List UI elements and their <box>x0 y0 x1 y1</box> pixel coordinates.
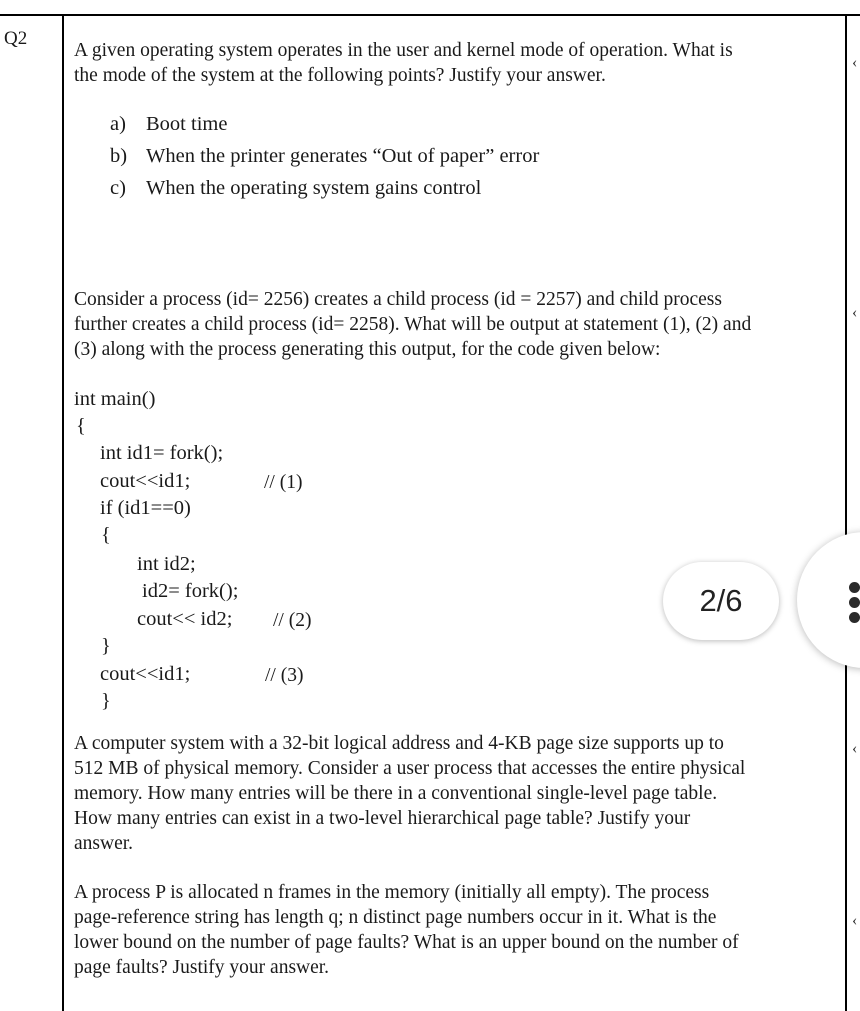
question-number: Q2 <box>4 28 28 49</box>
code-comment: // (1) <box>264 472 303 493</box>
part4-line: A process P is allocated n frames in the memory (initially all empty). The process <box>74 882 710 903</box>
code-line: int id1= fork(); <box>100 442 224 464</box>
part3-line: 512 MB of physical memory. Consider a user process that accesses the entire physical <box>74 758 746 779</box>
code-line: if (id1==0) <box>100 497 191 519</box>
clipped-mark: ‹ <box>852 54 858 71</box>
code-line: cout<< id2; <box>137 608 233 630</box>
part4-line: page-reference string has length q; n distinct page numbers occur in it. What is the <box>74 907 717 928</box>
list-marker: a) <box>110 113 126 135</box>
part1-text <box>74 38 733 88</box>
part3-line: A computer system with a 32-bit logical address and 4-KB page size supports up to <box>74 733 724 754</box>
code-line: { <box>101 524 111 546</box>
code-line: cout<<id1; <box>100 663 191 685</box>
part3-text <box>74 731 745 856</box>
code-line: } <box>101 690 111 712</box>
list-text: When the operating system gains control <box>146 177 482 199</box>
list-text: When the printer generates “Out of paper” error <box>146 145 540 167</box>
clipped-mark: ‹ <box>852 740 858 757</box>
list-item-b <box>110 145 539 168</box>
part3-line: How many entries can exist in a two-level hierarchical page table? Justify your <box>74 808 691 829</box>
code-line: } <box>101 635 111 657</box>
part4-text <box>74 880 739 980</box>
clipped-mark: ‹ <box>852 912 858 929</box>
part3-line: memory. How many entries will be there in a conventional single-level page table. <box>74 783 718 804</box>
list-item-a <box>110 113 227 136</box>
code-line: { <box>76 415 86 437</box>
list-item-c <box>110 177 481 200</box>
table-top-border <box>0 14 860 16</box>
part4-line: lower bound on the number of page faults? What is an upper bound on the number of <box>74 932 739 953</box>
part4-line: page faults? Justify your answer. <box>74 957 330 978</box>
more-vert-icon <box>849 597 860 608</box>
code-comment: // (3) <box>265 665 304 686</box>
code-line: int id2; <box>137 553 196 575</box>
part2-line: further creates a child process (id= 2258). What will be output at statement (1), (2) and <box>74 314 752 335</box>
part2-text <box>74 287 751 362</box>
part2-line: (3) along with the process generating this output, for the code given below: <box>74 339 661 360</box>
clipped-mark: ‹ <box>852 304 858 321</box>
code-line: int main() <box>74 388 156 410</box>
part1-line: A given operating system operates in the user and kernel mode of operation. What is <box>74 40 733 61</box>
part3-line: answer. <box>74 833 134 854</box>
more-vert-icon <box>849 582 860 593</box>
code-line: id2= fork(); <box>142 580 239 602</box>
page-indicator: 2/6 <box>663 562 779 640</box>
list-text: Boot time <box>146 113 228 135</box>
table-right-divider <box>845 14 847 1011</box>
list-marker: c) <box>110 177 126 199</box>
more-vert-icon <box>849 612 860 623</box>
part1-line: the mode of the system at the following points? Justify your answer. <box>74 65 606 86</box>
part2-line: Consider a process (id= 2256) creates a child process (id = 2257) and child process <box>74 289 722 310</box>
list-marker: b) <box>110 145 128 167</box>
code-line: cout<<id1; <box>100 470 191 492</box>
table-left-divider <box>62 14 64 1011</box>
code-comment: // (2) <box>273 610 312 631</box>
